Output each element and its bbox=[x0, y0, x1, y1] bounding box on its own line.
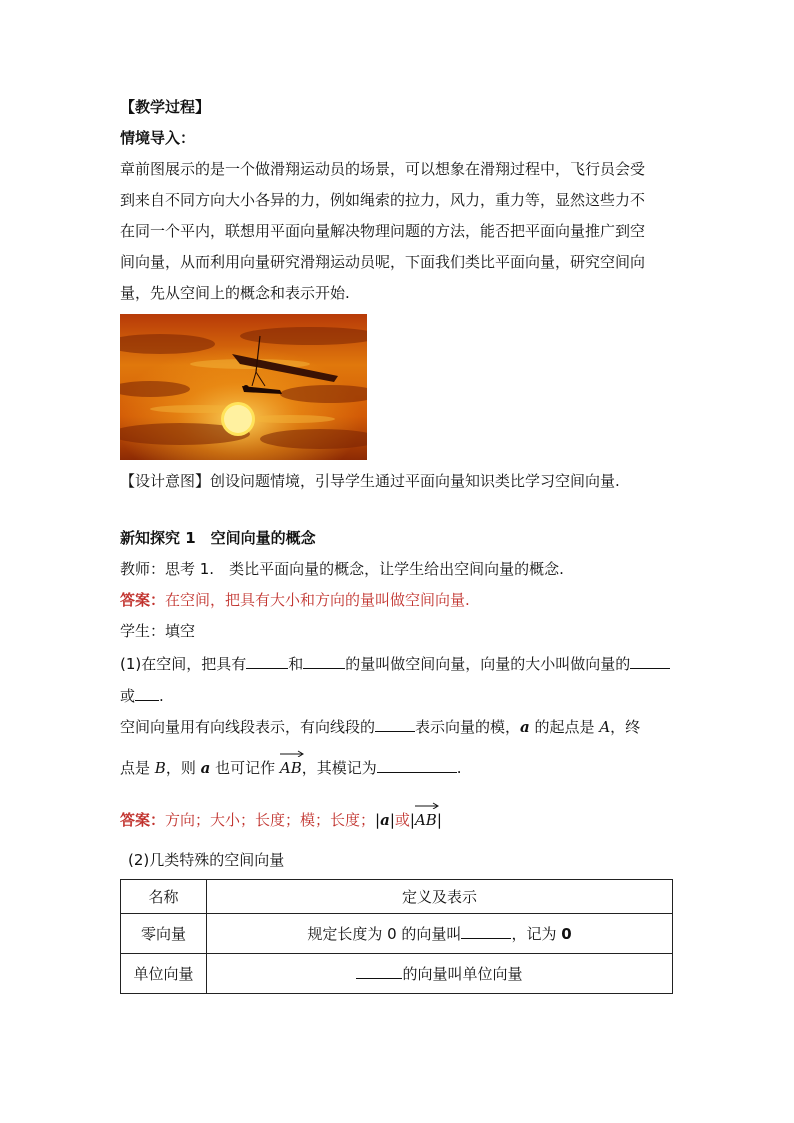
fill-text: 空间向量用有向线段表示，有向线段的 bbox=[120, 718, 376, 736]
table-header-row bbox=[121, 880, 673, 914]
fill-text: ，则 bbox=[165, 759, 201, 777]
fill-text: 表示向量的模， bbox=[415, 718, 521, 736]
table-cell-definition bbox=[207, 914, 673, 954]
fill-text: 点是 bbox=[120, 759, 155, 777]
table-row bbox=[121, 914, 673, 954]
zero-vector-symbol: 0 bbox=[561, 925, 572, 943]
fill-text: 的起点是 bbox=[529, 718, 600, 736]
fill-text: 也可记作 bbox=[210, 759, 280, 777]
table-header: 定义及表示 bbox=[207, 880, 673, 914]
point-a-symbol: A bbox=[599, 718, 611, 736]
definition-text: 规定长度为 0 的向量叫 bbox=[307, 925, 462, 943]
definition-text: ，记为 bbox=[511, 925, 562, 943]
blank-field[interactable] bbox=[461, 924, 511, 939]
fill-line-1 bbox=[120, 654, 670, 674]
vector-arrow-icon bbox=[415, 801, 439, 809]
answer-text: 或 bbox=[394, 811, 410, 829]
table-cell-name: 单位向量 bbox=[121, 954, 207, 994]
fill-text: ，其模记为 bbox=[301, 759, 377, 777]
blank-field[interactable] bbox=[303, 654, 345, 669]
fill-text: (1)在空间，把具有 bbox=[120, 655, 247, 673]
situation-line: 章前图展示的是一个做滑翔运动员的场景，可以想象在滑翔过程中，飞行员会受 bbox=[120, 160, 646, 178]
vector-arrow-icon bbox=[280, 749, 304, 757]
vector-ab-label: AB bbox=[279, 759, 302, 777]
student-prompt: 学生：填空 bbox=[120, 622, 196, 640]
vector-a-symbol: a bbox=[520, 718, 530, 736]
answer-text: 方向；大小；长度；模；长度； bbox=[165, 811, 376, 829]
answer-label: 答案： bbox=[120, 591, 166, 609]
answer-label: 答案： bbox=[120, 811, 166, 829]
table-cell-name: 零向量 bbox=[121, 914, 207, 954]
hang-glider-sunset-photo bbox=[120, 314, 367, 460]
situation-line: 量，先从空间上的概念和表示开始. bbox=[120, 284, 350, 302]
teacher-prompt: 教师：思考 1. 类比平面向量的概念，让学生给出空间向量的概念. bbox=[120, 560, 564, 578]
section-heading: 【教学过程】 bbox=[120, 98, 211, 116]
blank-field[interactable] bbox=[246, 654, 288, 669]
situation-line: 间向量，从而利用向量研究滑翔运动员呢，下面我们类比平面向量，研究空间向 bbox=[120, 253, 646, 271]
blank-field[interactable] bbox=[377, 758, 457, 773]
fill-text: 的量叫做空间向量，向量的大小叫做向量的 bbox=[345, 655, 631, 673]
answer-1 bbox=[120, 590, 470, 610]
situation-title: 情境导入： bbox=[120, 129, 196, 147]
fill-line-3 bbox=[120, 758, 462, 778]
point-b-symbol: B bbox=[154, 759, 166, 777]
vector-a-symbol: a bbox=[380, 811, 390, 829]
fill-line-2 bbox=[120, 717, 640, 737]
vector-a-symbol: a bbox=[200, 759, 211, 777]
fill-line-1b bbox=[120, 686, 164, 706]
table-row bbox=[121, 954, 673, 994]
table-cell-definition bbox=[207, 954, 673, 994]
blank-field[interactable] bbox=[375, 717, 415, 732]
fill-text: 和 bbox=[288, 655, 304, 673]
vector-ab-symbol bbox=[280, 758, 302, 778]
situation-line: 到来自不同方向大小各异的力，例如绳索的拉力，风力，重力等，显然这些力不 bbox=[120, 191, 646, 209]
design-intent: 【设计意图】创设问题情境，引导学生通过平面向量知识类比学习空间向量. bbox=[120, 472, 620, 490]
answer-2: 答案：方向；大小；长度；模；长度；|a|或| AB| bbox=[120, 810, 442, 830]
fill-text: ，终 bbox=[610, 718, 641, 736]
answer-text: 在空间，把具有大小和方向的量叫做空间向量. bbox=[165, 591, 470, 609]
fill-text: . bbox=[159, 687, 164, 705]
blank-field[interactable] bbox=[630, 654, 670, 669]
explore-title: 新知探究 1 空间向量的概念 bbox=[120, 529, 316, 547]
special-vectors-table bbox=[120, 879, 673, 994]
vector-ab-label: AB bbox=[414, 811, 437, 829]
definition-text: 的向量叫单位向量 bbox=[402, 965, 523, 983]
situation-line: 在同一个平内，联想用平面向量解决物理问题的方法，能否把平面向量推广到空 bbox=[120, 222, 646, 240]
fill-text: . bbox=[456, 759, 462, 777]
blank-field[interactable] bbox=[356, 964, 402, 979]
vector-ab-symbol bbox=[415, 810, 437, 830]
blank-field[interactable] bbox=[135, 686, 159, 701]
table-header: 名称 bbox=[121, 880, 207, 914]
special-vectors-title: (2)几类特殊的空间向量 bbox=[128, 851, 285, 869]
fill-text: 或 bbox=[120, 687, 136, 705]
